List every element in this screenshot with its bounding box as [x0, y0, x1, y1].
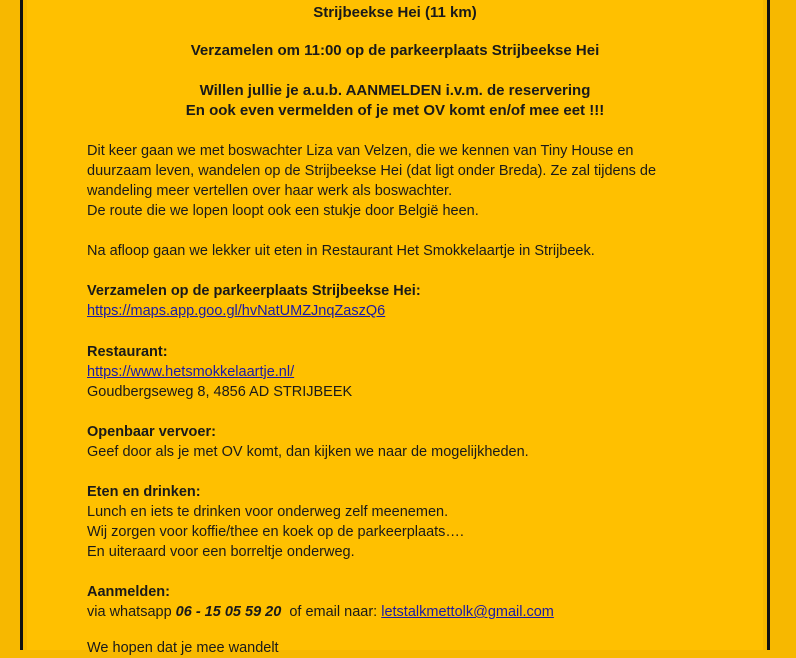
- meeting-time: Verzamelen om 11:00 op de parkeerplaats Strijbeekse Hei: [190, 42, 600, 59]
- restaurant-address: Goudbergseweg 8, 4856 AD STRIJBEEK: [87, 384, 353, 400]
- restaurant-heading: Restaurant:: [87, 344, 168, 360]
- register-notice-2: En ook even vermelden of je met OV komt en/of mee eet !!!: [185, 102, 605, 119]
- left-border-line: [20, 0, 23, 650]
- parking-map-link[interactable]: https://maps.app.goo.gl/hvNatUMZJnqZaszQ6: [87, 303, 386, 319]
- intro-line-2: duurzaam leven, wandelen op de Strijbeekse Hei (dat ligt onder Breda). Ze zal tijdens de: [87, 163, 657, 179]
- signup-prefix: via whatsapp: [87, 604, 176, 620]
- restaurant-link-row: [87, 362, 294, 382]
- after-walk-text: Na afloop gaan we lekker uit eten in Restaurant Het Smokkelaartje in Strijbeek.: [87, 243, 595, 259]
- right-border-line: [767, 0, 770, 650]
- walk-title: Strijbeekse Hei (11 km): [313, 4, 477, 21]
- flyer-page: [27, 0, 763, 656]
- restaurant-link[interactable]: https://www.hetsmokkelaartje.nl/: [87, 364, 295, 380]
- food-heading: Eten en drinken:: [87, 484, 201, 500]
- register-notice-1: Willen jullie je a.u.b. AANMELDEN i.v.m. de reservering: [199, 82, 591, 99]
- signup-heading: Aanmelden:: [87, 584, 170, 600]
- food-line-2: Wij zorgen voor koffie/thee en koek op de parkeerplaats….: [87, 524, 464, 540]
- intro-line-4: De route die we lopen loopt ook een stukje door België heen.: [87, 203, 479, 219]
- signup-middle: of email naar:: [281, 604, 382, 620]
- food-line-3: En uiteraard voor een borreltje onderweg.: [87, 544, 355, 560]
- signup-row: [87, 602, 554, 622]
- food-line-1: Lunch en iets te drinken voor onderweg zelf meenemen.: [87, 504, 449, 520]
- whatsapp-number: 06 - 15 05 59 20: [175, 604, 282, 620]
- email-link[interactable]: letstalkmettolk@gmail.com: [381, 604, 554, 620]
- parking-heading: Verzamelen op de parkeerplaats Strijbeekse Hei:: [87, 283, 421, 299]
- transport-heading: Openbaar vervoer:: [87, 424, 216, 440]
- transport-text: Geef door als je met OV komt, dan kijken we naar de mogelijkheden.: [87, 444, 529, 460]
- intro-line-1: Dit keer gaan we met boswachter Liza van Velzen, die we kennen van Tiny House en: [87, 143, 634, 159]
- closing-text: We hopen dat je mee wandelt: [87, 640, 279, 656]
- intro-line-3: wandeling meer vertellen over haar werk als boswachter.: [87, 183, 453, 199]
- parking-link-row: [87, 301, 385, 321]
